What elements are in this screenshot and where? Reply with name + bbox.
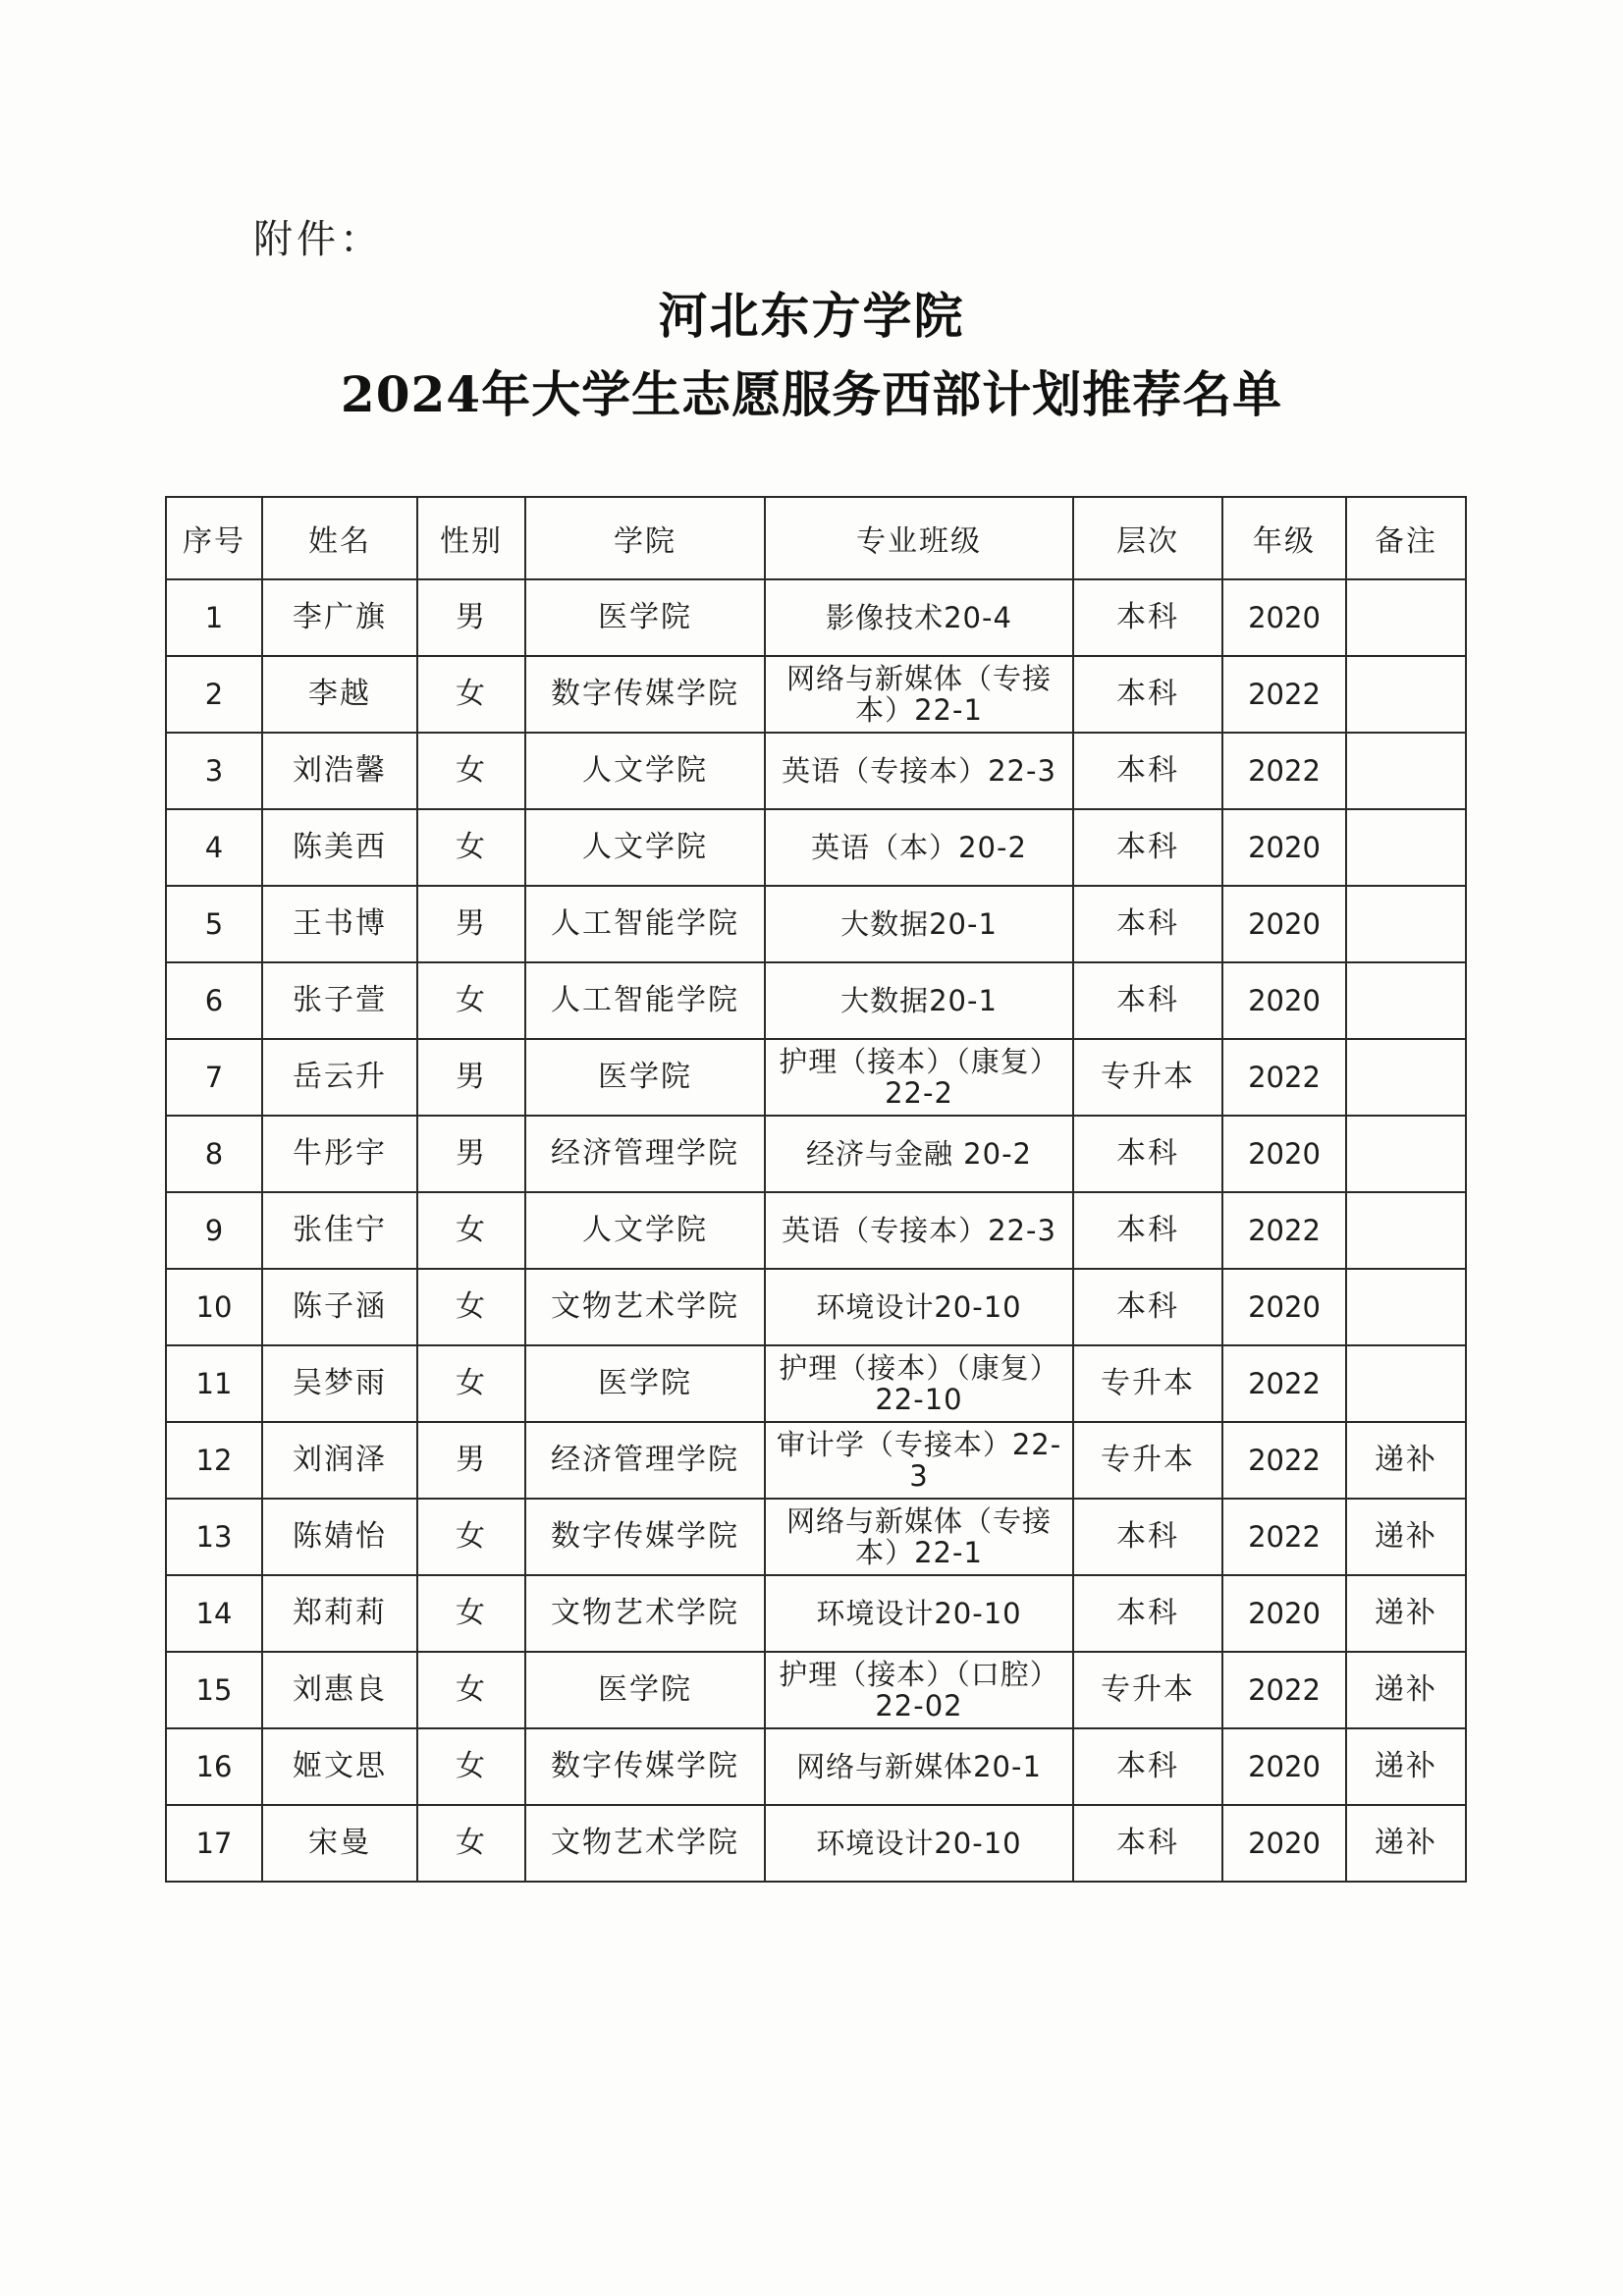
table-row [166, 962, 1466, 1039]
header-grade: 年级 [1222, 497, 1346, 579]
cell-major-class: 网络与新媒体（专接本）22-1 [765, 1499, 1073, 1575]
cell-remark [1346, 579, 1466, 656]
cell-level: 本科 [1073, 962, 1222, 1039]
header-remark: 备注 [1346, 497, 1466, 579]
header-gender: 性别 [417, 497, 525, 579]
cell-gender: 男 [417, 1039, 525, 1116]
cell-major-class: 大数据20-1 [765, 962, 1073, 1039]
cell-grade: 2022 [1222, 1499, 1346, 1575]
cell-seq: 6 [166, 962, 262, 1039]
cell-gender: 女 [417, 1575, 525, 1652]
table-header-row [166, 497, 1466, 579]
cell-remark [1346, 1039, 1466, 1116]
cell-major-class: 网络与新媒体20-1 [765, 1728, 1073, 1805]
cell-name: 李越 [262, 656, 417, 733]
cell-level: 本科 [1073, 1805, 1222, 1882]
cell-name: 刘惠良 [262, 1652, 417, 1728]
table-row [166, 1652, 1466, 1728]
cell-name: 张佳宁 [262, 1192, 417, 1269]
cell-level: 专升本 [1073, 1345, 1222, 1422]
cell-remark [1346, 656, 1466, 733]
cell-college: 文物艺术学院 [525, 1805, 765, 1882]
table-row [166, 1805, 1466, 1882]
cell-seq: 4 [166, 809, 262, 886]
cell-college: 医学院 [525, 1039, 765, 1116]
cell-level: 本科 [1073, 1728, 1222, 1805]
cell-gender: 女 [417, 1269, 525, 1345]
cell-name: 李广旗 [262, 579, 417, 656]
cell-major-class: 大数据20-1 [765, 886, 1073, 962]
cell-name: 牛彤宇 [262, 1116, 417, 1192]
cell-name: 张子萱 [262, 962, 417, 1039]
cell-level: 本科 [1073, 579, 1222, 656]
cell-name: 刘润泽 [262, 1422, 417, 1499]
table-row [166, 1269, 1466, 1345]
cell-seq: 7 [166, 1039, 262, 1116]
cell-seq: 15 [166, 1652, 262, 1728]
cell-grade: 2022 [1222, 733, 1346, 809]
table-row [166, 733, 1466, 809]
cell-seq: 16 [166, 1728, 262, 1805]
cell-remark: 递补 [1346, 1805, 1466, 1882]
cell-college: 数字传媒学院 [525, 1728, 765, 1805]
cell-college: 医学院 [525, 579, 765, 656]
cell-college: 数字传媒学院 [525, 656, 765, 733]
cell-major-class: 英语（专接本）22-3 [765, 733, 1073, 809]
cell-college: 文物艺术学院 [525, 1575, 765, 1652]
cell-grade: 2022 [1222, 1039, 1346, 1116]
cell-name: 宋曼 [262, 1805, 417, 1882]
table-row [166, 1728, 1466, 1805]
cell-grade: 2022 [1222, 1422, 1346, 1499]
cell-college: 人文学院 [525, 733, 765, 809]
cell-grade: 2020 [1222, 1269, 1346, 1345]
header-name: 姓名 [262, 497, 417, 579]
header-seq: 序号 [166, 497, 262, 579]
table-row [166, 579, 1466, 656]
cell-grade: 2020 [1222, 1728, 1346, 1805]
cell-seq: 13 [166, 1499, 262, 1575]
cell-college: 人工智能学院 [525, 962, 765, 1039]
cell-grade: 2022 [1222, 1652, 1346, 1728]
cell-remark: 递补 [1346, 1422, 1466, 1499]
cell-college: 人工智能学院 [525, 886, 765, 962]
cell-remark [1346, 809, 1466, 886]
cell-remark: 递补 [1346, 1499, 1466, 1575]
cell-major-class: 护理（接本）（康复）22-2 [765, 1039, 1073, 1116]
cell-major-class: 英语（专接本）22-3 [765, 1192, 1073, 1269]
cell-gender: 女 [417, 733, 525, 809]
cell-college: 人文学院 [525, 1192, 765, 1269]
header-college: 学院 [525, 497, 765, 579]
cell-seq: 5 [166, 886, 262, 962]
cell-gender: 男 [417, 579, 525, 656]
cell-college: 文物艺术学院 [525, 1269, 765, 1345]
cell-college: 经济管理学院 [525, 1116, 765, 1192]
cell-level: 本科 [1073, 809, 1222, 886]
cell-name: 郑莉莉 [262, 1575, 417, 1652]
cell-seq: 11 [166, 1345, 262, 1422]
cell-major-class: 环境设计20-10 [765, 1575, 1073, 1652]
cell-level: 专升本 [1073, 1039, 1222, 1116]
recommendation-table [165, 496, 1467, 1883]
cell-remark [1346, 733, 1466, 809]
cell-level: 专升本 [1073, 1422, 1222, 1499]
cell-name: 姬文思 [262, 1728, 417, 1805]
document-subtitle: 2024年大学生志愿服务西部计划推荐名单 [340, 365, 1283, 423]
cell-grade: 2020 [1222, 1805, 1346, 1882]
cell-level: 本科 [1073, 1116, 1222, 1192]
cell-gender: 女 [417, 962, 525, 1039]
cell-remark: 递补 [1346, 1728, 1466, 1805]
cell-major-class: 网络与新媒体（专接本）22-1 [765, 656, 1073, 733]
cell-major-class: 审计学（专接本）22-3 [765, 1422, 1073, 1499]
cell-seq: 3 [166, 733, 262, 809]
cell-gender: 女 [417, 1728, 525, 1805]
table-row [166, 1575, 1466, 1652]
cell-level: 本科 [1073, 1269, 1222, 1345]
document-title: 河北东方学院 [658, 287, 965, 345]
cell-grade: 2020 [1222, 1116, 1346, 1192]
table-row [166, 1422, 1466, 1499]
cell-name: 刘浩馨 [262, 733, 417, 809]
cell-gender: 女 [417, 809, 525, 886]
cell-college: 数字传媒学院 [525, 1499, 765, 1575]
cell-college: 人文学院 [525, 809, 765, 886]
cell-remark [1346, 1345, 1466, 1422]
cell-major-class: 护理（接本）（康复）22-10 [765, 1345, 1073, 1422]
table-body [166, 579, 1466, 1882]
cell-level: 本科 [1073, 733, 1222, 809]
cell-remark [1346, 962, 1466, 1039]
cell-level: 本科 [1073, 656, 1222, 733]
cell-name: 陈子涵 [262, 1269, 417, 1345]
table-row [166, 656, 1466, 733]
cell-name: 陈美西 [262, 809, 417, 886]
cell-major-class: 环境设计20-10 [765, 1269, 1073, 1345]
cell-gender: 女 [417, 1499, 525, 1575]
cell-gender: 女 [417, 1345, 525, 1422]
cell-name: 吴梦雨 [262, 1345, 417, 1422]
cell-seq: 8 [166, 1116, 262, 1192]
table-row [166, 1039, 1466, 1116]
cell-college: 医学院 [525, 1652, 765, 1728]
cell-level: 本科 [1073, 1575, 1222, 1652]
cell-remark [1346, 1269, 1466, 1345]
cell-grade: 2020 [1222, 1575, 1346, 1652]
cell-grade: 2022 [1222, 656, 1346, 733]
cell-remark [1346, 1116, 1466, 1192]
cell-seq: 10 [166, 1269, 262, 1345]
cell-grade: 2020 [1222, 579, 1346, 656]
cell-gender: 女 [417, 656, 525, 733]
table-row [166, 809, 1466, 886]
cell-name: 岳云升 [262, 1039, 417, 1116]
cell-gender: 女 [417, 1652, 525, 1728]
cell-remark [1346, 886, 1466, 962]
cell-remark: 递补 [1346, 1652, 1466, 1728]
cell-level: 专升本 [1073, 1652, 1222, 1728]
cell-name: 王书博 [262, 886, 417, 962]
cell-major-class: 护理（接本）（口腔） 22-02 [765, 1652, 1073, 1728]
cell-gender: 女 [417, 1805, 525, 1882]
cell-remark [1346, 1192, 1466, 1269]
cell-grade: 2020 [1222, 962, 1346, 1039]
table-row [166, 1499, 1466, 1575]
cell-gender: 男 [417, 1116, 525, 1192]
cell-name: 陈婧怡 [262, 1499, 417, 1575]
table-row [166, 1345, 1466, 1422]
cell-seq: 12 [166, 1422, 262, 1499]
cell-seq: 14 [166, 1575, 262, 1652]
cell-college: 经济管理学院 [525, 1422, 765, 1499]
cell-seq: 2 [166, 656, 262, 733]
header-major-class: 专业班级 [765, 497, 1073, 579]
table-row [166, 1116, 1466, 1192]
attachment-label: 附件： [253, 217, 383, 262]
cell-grade: 2022 [1222, 1192, 1346, 1269]
cell-major-class: 英语（本）20-2 [765, 809, 1073, 886]
cell-gender: 女 [417, 1192, 525, 1269]
cell-major-class: 经济与金融 20-2 [765, 1116, 1073, 1192]
cell-grade: 2020 [1222, 886, 1346, 962]
cell-level: 本科 [1073, 886, 1222, 962]
cell-level: 本科 [1073, 1192, 1222, 1269]
cell-college: 医学院 [525, 1345, 765, 1422]
cell-seq: 9 [166, 1192, 262, 1269]
cell-grade: 2022 [1222, 1345, 1346, 1422]
cell-seq: 1 [166, 579, 262, 656]
cell-level: 本科 [1073, 1499, 1222, 1575]
cell-major-class: 环境设计20-10 [765, 1805, 1073, 1882]
cell-gender: 男 [417, 886, 525, 962]
table-row [166, 886, 1466, 962]
cell-grade: 2020 [1222, 809, 1346, 886]
cell-seq: 17 [166, 1805, 262, 1882]
table-row [166, 1192, 1466, 1269]
header-level: 层次 [1073, 497, 1222, 579]
cell-remark: 递补 [1346, 1575, 1466, 1652]
cell-gender: 男 [417, 1422, 525, 1499]
cell-major-class: 影像技术20-4 [765, 579, 1073, 656]
